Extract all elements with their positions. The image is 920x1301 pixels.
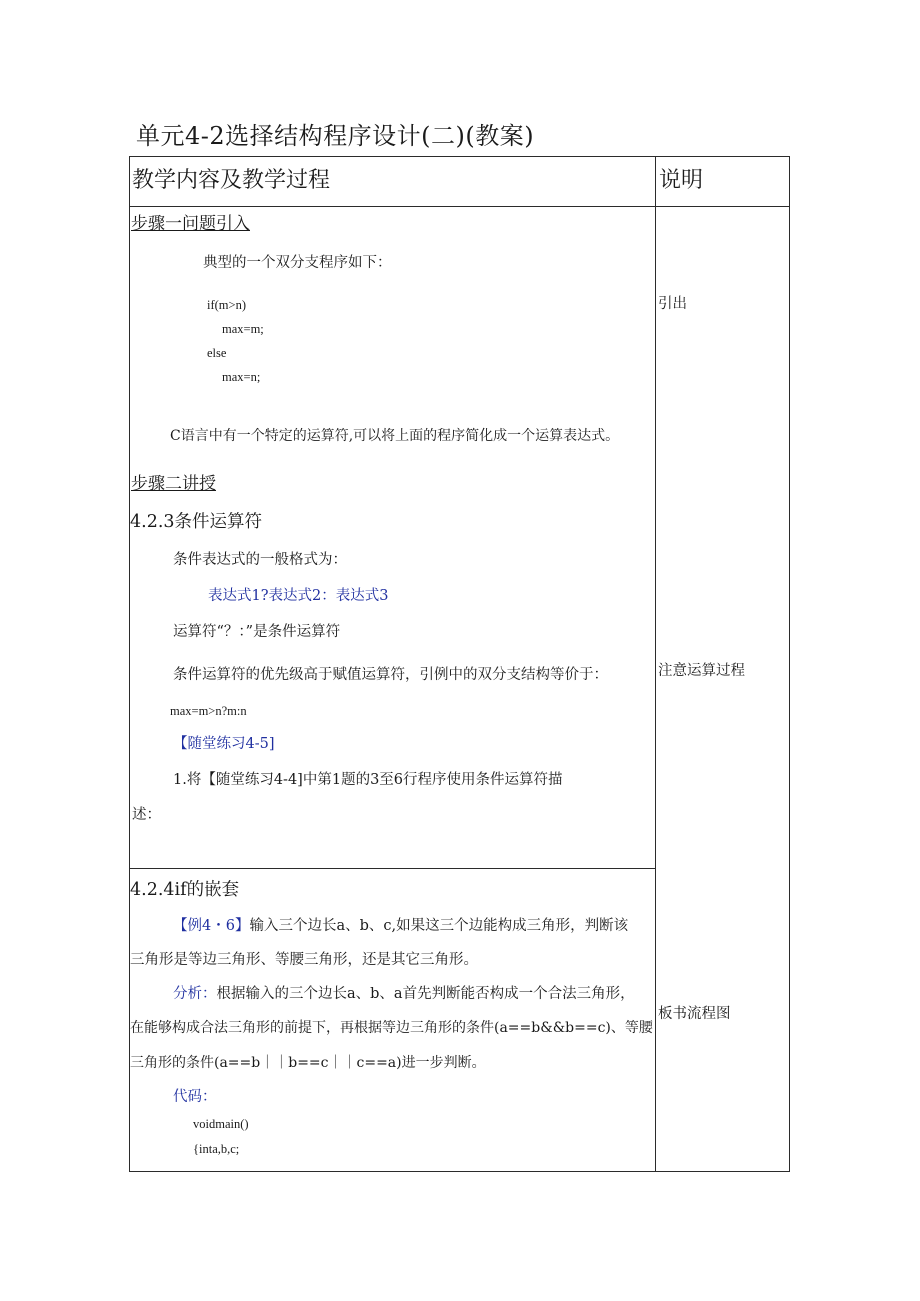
section2-code-line-2: {inta,b,c; (193, 1142, 240, 1156)
step1-heading: 步骤一问题引入 (131, 214, 250, 234)
header-divider (129, 206, 790, 207)
step2-heading: 步骤二讲授 (131, 474, 216, 494)
general-form: 表达式1?表达式2：表达式3 (208, 588, 389, 604)
example-text-1: 输入三个边长a、b、c,如果这三个边能构成三角形，判断该 (249, 918, 629, 934)
step1-code-line-3: else (207, 346, 227, 360)
note-operation-process: 注意运算过程 (658, 663, 745, 679)
section-title-conditional-operator: 4.2.3条件运算符 (130, 512, 263, 532)
document-title: 单元4-2选择结构程序设计(二)(教案) (136, 122, 535, 150)
section-title-if-nesting: 4.2.4if的嵌套 (130, 880, 240, 900)
lesson-table (129, 156, 790, 1172)
example-label: 【例4・6】 (173, 918, 250, 934)
step1-summary: C语言中有一个特定的运算符,可以将上面的程序简化成一个运算表达式。 (170, 428, 620, 444)
analysis-label: 分析： (173, 986, 217, 1002)
header-notes: 说明 (659, 168, 704, 193)
analysis-line-1 (173, 986, 635, 1003)
operator-description: 运算符“？：”是条件运算符 (173, 624, 341, 640)
analysis-text-1: 根据输入的三个边长a、b、a首先判断能否构成一个合法三角形， (216, 986, 635, 1002)
equivalent-expression: max=m>n?m:n (170, 704, 247, 718)
section2-code-line-1: voidmain() (193, 1117, 249, 1131)
analysis-text-3: 三角形的条件(a==b｜｜b==c｜｜c==a)进一步判断。 (130, 1055, 486, 1071)
header-teaching-content: 教学内容及教学过程 (132, 168, 331, 193)
exercise-title: 【随堂练习4-5] (173, 736, 275, 752)
analysis-text-2: 在能够构成合法三角形的前提下，再根据等边三角形的条件(a==b&&b==c)、等腰 (130, 1020, 653, 1036)
step1-intro: 典型的一个双分支程序如下： (203, 255, 392, 271)
section-divider (129, 868, 656, 869)
table-border-top (129, 156, 790, 157)
step1-code-line-2: max=m; (222, 322, 264, 336)
column-divider (655, 156, 656, 1172)
step1-code-line-4: max=n; (222, 370, 261, 384)
note-introduction: 引出 (658, 296, 687, 312)
example-text-2: 三角形是等边三角形、等腰三角形，还是其它三角形。 (130, 952, 478, 968)
exercise-line-2: 述： (132, 807, 161, 823)
example-line-1 (173, 918, 628, 935)
priority-description: 条件运算符的优先级高于赋值运算符，引例中的双分支结构等价于： (173, 667, 608, 683)
table-border-right (789, 156, 790, 1172)
code-label: 代码： (173, 1089, 217, 1105)
note-flowchart: 板书流程图 (658, 1006, 731, 1022)
general-form-intro: 条件表达式的一般格式为： (173, 552, 347, 568)
exercise-line-1: 1.将【随堂练习4-4]中第1题的3至6行程序使用条件运算符描 (173, 772, 563, 788)
step1-code-line-1: if(m>n) (207, 298, 246, 312)
table-border-bottom (129, 1171, 790, 1172)
